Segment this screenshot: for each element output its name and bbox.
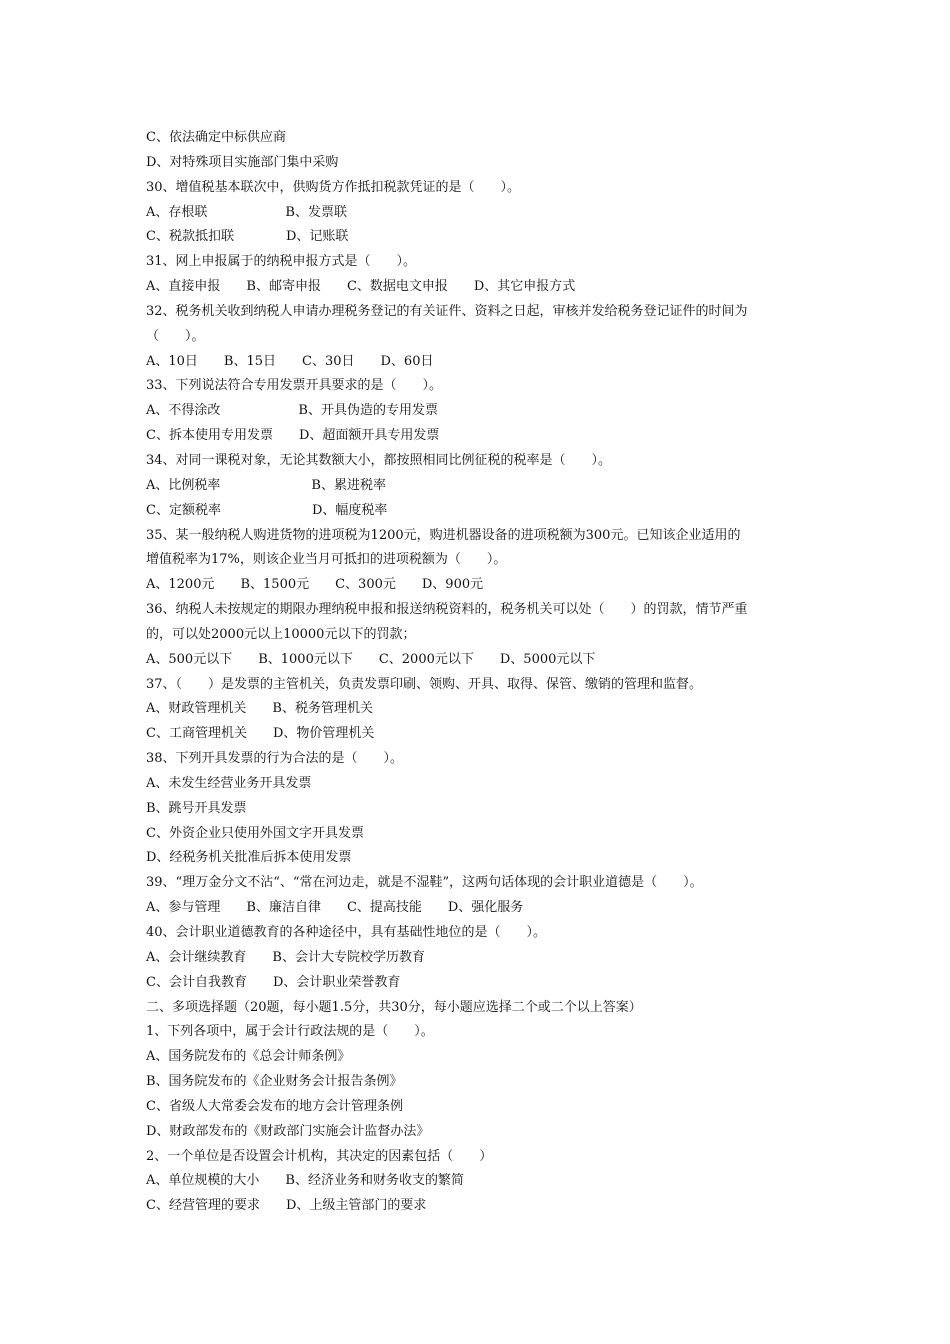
section-heading-multiple-choice: 二、多项选择题（20题，每小题1.5分，共30分，每小题应选择二个或二个以上答案） <box>146 999 642 1015</box>
text-line: C、外资企业只使用外国文字开具发票 <box>146 825 364 841</box>
text-line: C、拆本使用专用发票 D、超面额开具专用发票 <box>146 428 440 444</box>
question-36: 36、纳税人未按规定的期限办理纳税申报和报送纳税资料的，税务机关可以处（ ）的罚款，情节严重 <box>146 602 748 618</box>
text-line: A、500元以下 B、1000元以下 C、2000元以下 D、5000元以下 <box>146 651 596 667</box>
text-line: C、会计自我教育 D、会计职业荣誉教育 <box>146 974 401 990</box>
question-39: 39、“理万金分文不沾“、“常在河边走，就是不湿鞋”，这两句话体现的会计职业道德是（ ）。 <box>146 875 703 891</box>
text-line: A、直接申报 B、邮寄申报 C、数据电文申报 D、其它申报方式 <box>146 279 576 295</box>
text-line: A、会计继续教育 B、会计大专院校学历教育 <box>146 949 425 965</box>
text-line: 增值税率为17%，则该企业当月可抵扣的进项税额为（ ）。 <box>146 552 507 568</box>
question-34: 34、对同一课税对象，无论其数额大小，都按照相同比例征税的税率是（ ）。 <box>146 452 612 468</box>
text-line: A、1200元 B、1500元 C、300元 D、900元 <box>146 577 484 593</box>
text-line: B、跳号开具发票 <box>146 800 247 816</box>
text-line: A、不得涂改 B、开具伪造的专用发票 <box>146 403 438 419</box>
text-line: D、财政部发布的《财政部门实施会计监督办法》 <box>146 1123 430 1139</box>
text-line: C、工商管理机关 D、物价管理机关 <box>146 726 375 742</box>
question-37: 37、（ ）是发票的主管机关，负责发票印刷、领购、开具、取得、保管、缴销的管理和监督。 <box>146 676 703 692</box>
text-line: A、参与管理 B、廉洁自律 C、提高技能 D、强化服务 <box>146 900 524 916</box>
question-33: 33、下列说法符合专用发票开具要求的是（ ）。 <box>146 378 443 394</box>
text-line: B、国务院发布的《企业财务会计报告条例》 <box>146 1074 403 1090</box>
question-30: 30、增值税基本联次中，供购货方作抵扣税款凭证的是（ ）。 <box>146 179 521 195</box>
text-line: D、经税务机关批准后拆本使用发票 <box>146 850 352 866</box>
text-line: A、存根联 B、发票联 <box>146 204 347 220</box>
text-line: A、比例税率 B、累进税率 <box>146 477 386 493</box>
exam-text-body <box>146 126 816 1219</box>
question-35: 35、某一般纳税人购进货物的进项税为1200元，购进机器设备的进项税额为300元。已知该企业适用的 <box>146 527 741 543</box>
question-38: 38、下列开具发票的行为合法的是（ ）。 <box>146 751 404 767</box>
text-line: 的，可以处2000元以上10000元以下的罚款； <box>146 626 416 642</box>
text-line: C、省级人大常委会发布的地方会计管理条例 <box>146 1098 403 1114</box>
text-line: D、对特殊项目实施部门集中采购 <box>146 154 339 170</box>
text-line: A、财政管理机关 B、税务管理机关 <box>146 701 373 717</box>
text-line: A、10日 B、15日 C、30日 D、60日 <box>146 353 434 369</box>
text-line: A、国务院发布的《总会计师条例》 <box>146 1049 351 1065</box>
text-line: C、经营管理的要求 D、上级主管部门的要求 <box>146 1198 427 1214</box>
question-m1: 1、下列各项中，属于会计行政法规的是（ ）。 <box>146 1024 434 1040</box>
question-32: 32、税务机关收到纳税人申请办理税务登记的有关证件、资料之日起，审核并发给税务登记证件的时间为 <box>146 303 748 319</box>
text-line: A、单位规模的大小 B、经济业务和财务收支的繁简 <box>146 1173 464 1189</box>
question-m2: 2、一个单位是否设置会计机构，其决定的因素包括（ ） <box>146 1148 493 1164</box>
question-40: 40、会计职业道德教育的各种途径中，具有基础性地位的是（ ）。 <box>146 925 547 940</box>
text-line: C、税款抵扣联 D、记账联 <box>146 229 349 245</box>
question-31: 31、网上申报属于的纳税申报方式是（ ）。 <box>146 254 417 270</box>
text-line: C、依法确定中标供应商 <box>146 130 286 145</box>
text-line: （ ）。 <box>146 328 205 344</box>
text-line: C、定额税率 D、幅度税率 <box>146 502 388 518</box>
text-line: A、未发生经营业务开具发票 <box>146 775 312 791</box>
